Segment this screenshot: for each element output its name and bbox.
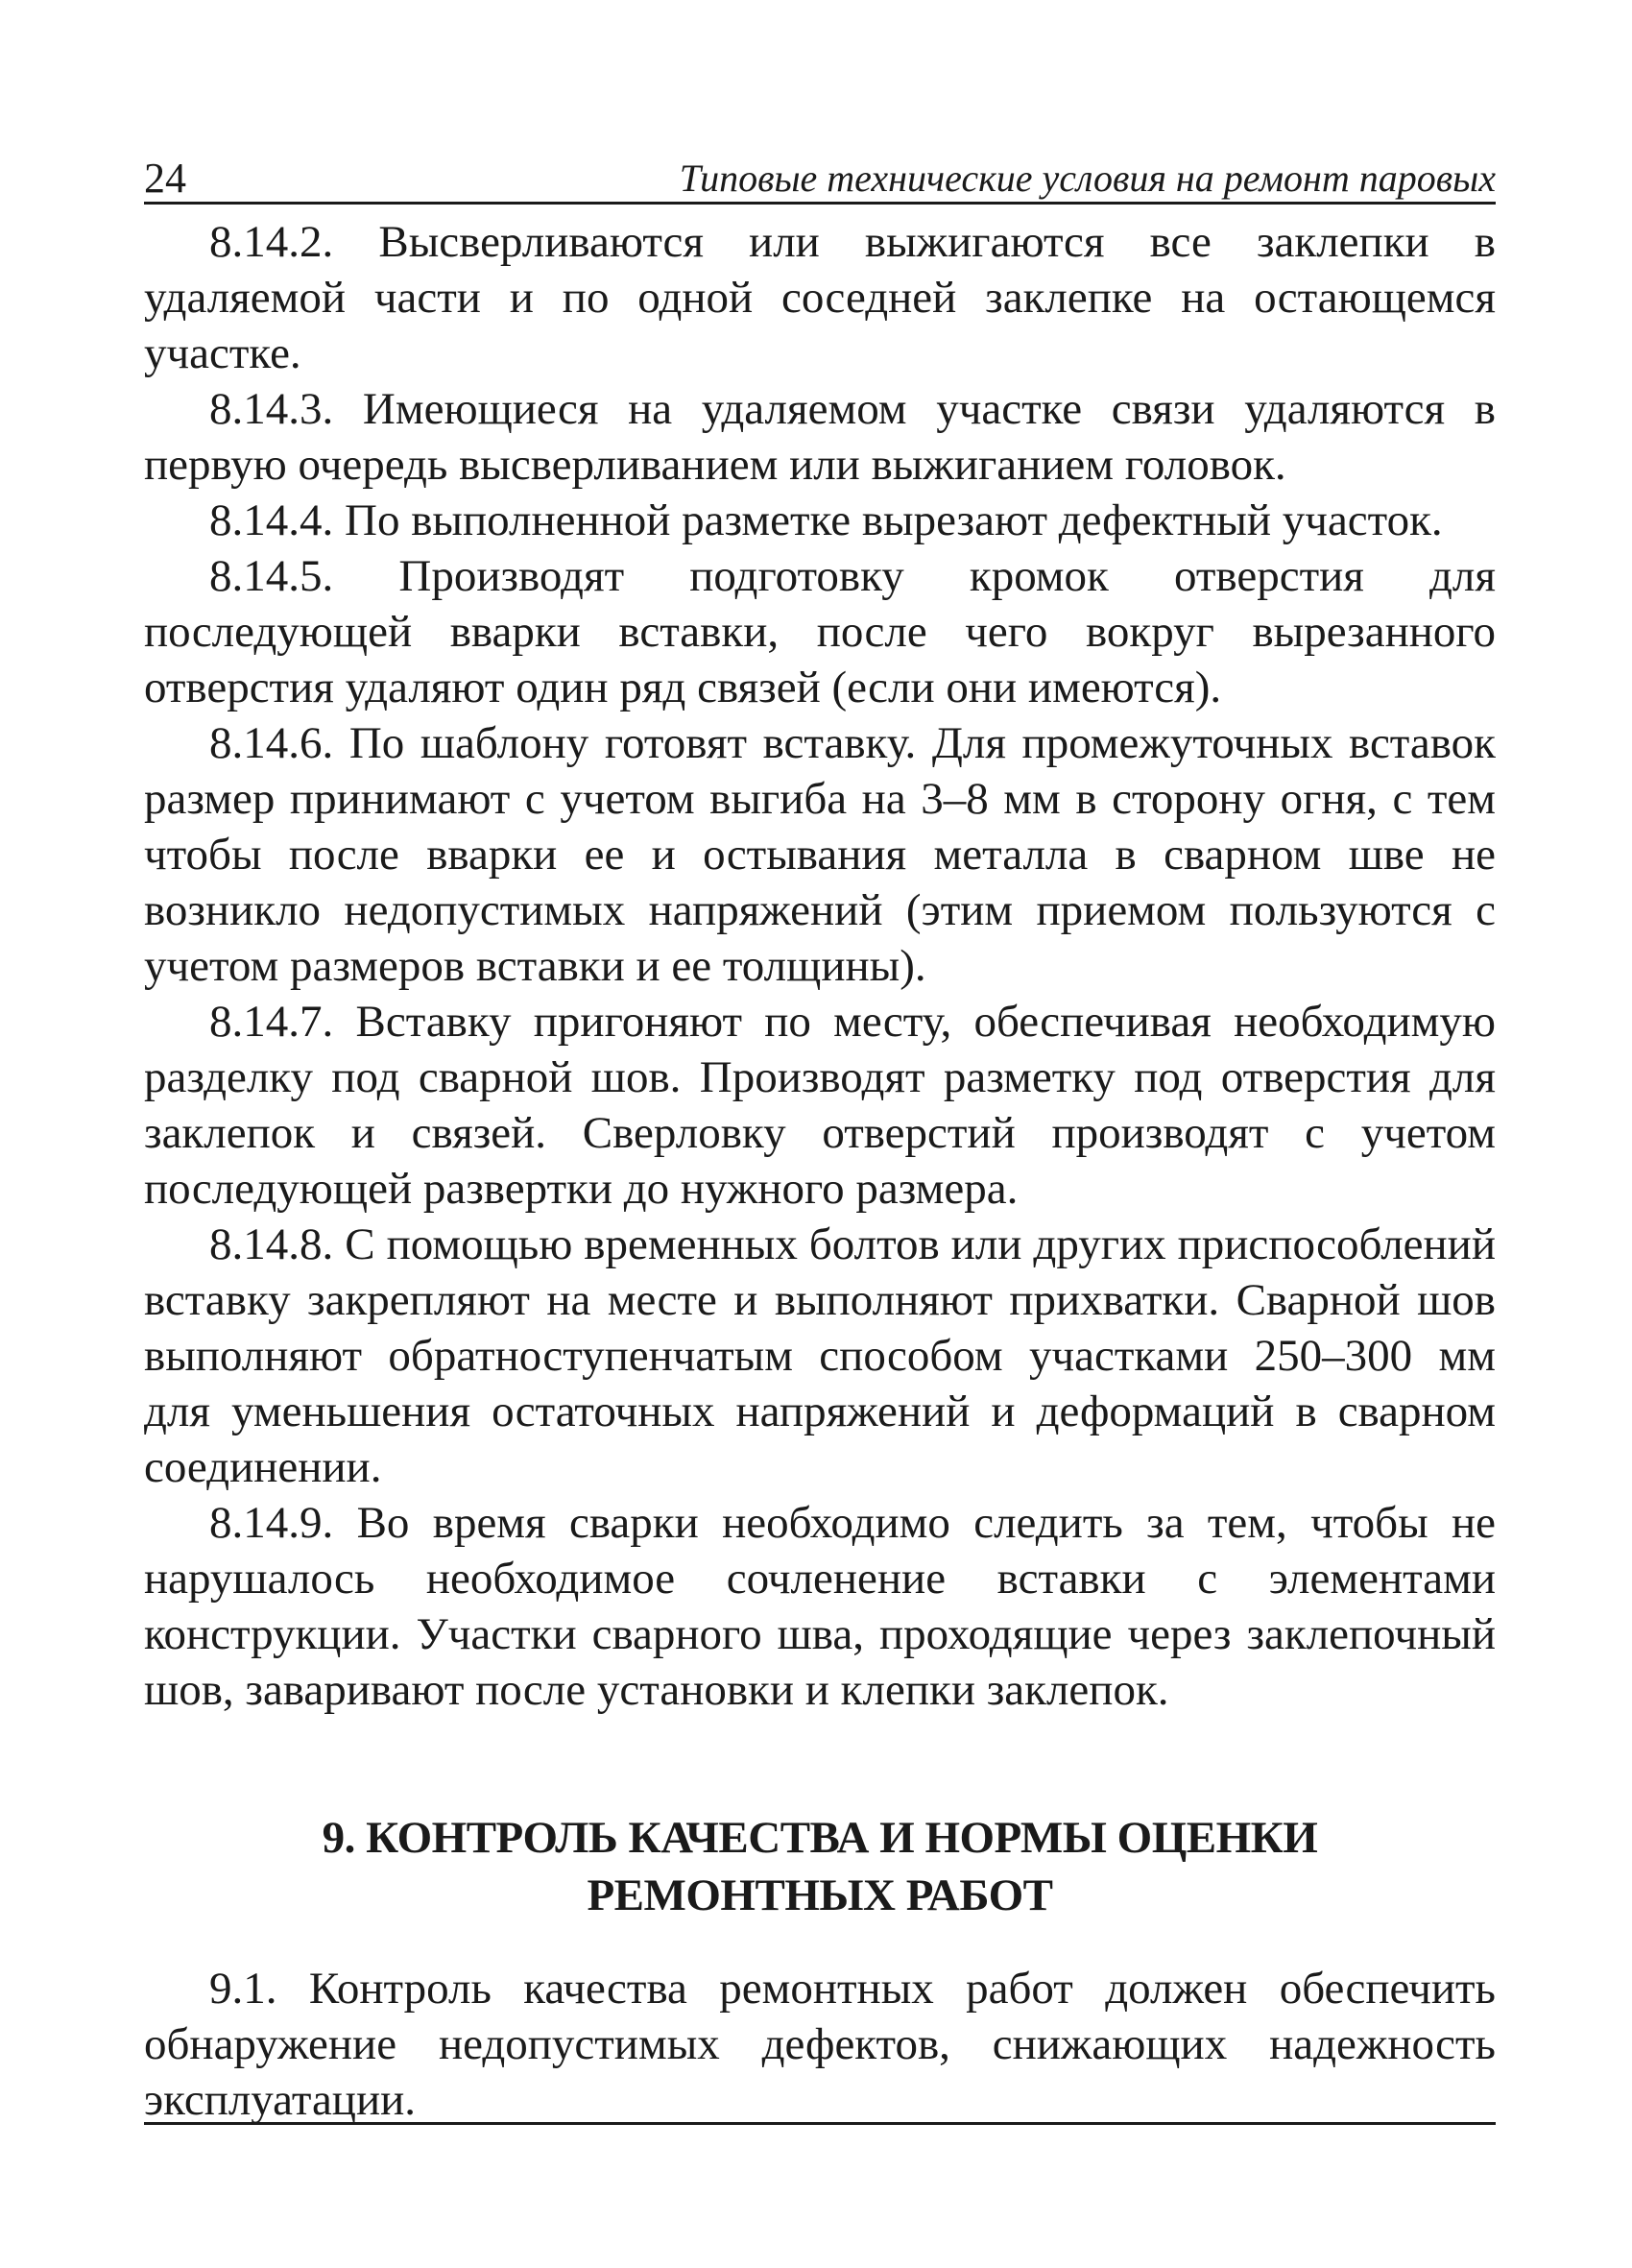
section-heading	[144, 1809, 1496, 1924]
paragraph-9-1: 9.1. Контроль качества ремонтных работ должен обеспечить обнаружение недопустимых дефектов, снижающих надежность эксплуатации.	[144, 1964, 1496, 2125]
running-header	[144, 144, 1496, 205]
paragraph-8-14-2: 8.14.2. Высверливаются или выжигаются все заклепки в удаляемой части и по одной соседней заклепке на остающемся участке.	[144, 217, 1496, 378]
paragraph-8-14-7: 8.14.7. Вставку пригоняют по месту, обеспечивая необходимую разделку под сварной шов. Производят разметку под отверстия для заклепок и связей. Сверловку отверстий производят с учетом последующей развертки до нужного размера.	[144, 997, 1496, 1214]
paragraph-8-14-5: 8.14.5. Производят подготовку кромок отверстия для последующей вварки вставки, после чего вокруг вырезанного отверстия удаляют один ряд связей (если они имеются).	[144, 551, 1496, 712]
paragraph-8-14-9: 8.14.9. Во время сварки необходимо следить за тем, чтобы не нарушалось необходимое сочленение вставки с элементами конструкции. Участки сварного шва, проходящие через заклепочный шов, заваривают после установки и клепки заклепок.	[144, 1498, 1496, 1715]
document-page	[144, 144, 1496, 2128]
paragraph-8-14-6: 8.14.6. По шаблону готовят вставку. Для промежуточных вставок размер принимают с учетом выгиба на 3–8 мм в сторону огня, с тем чтобы после вварки ее и остывания металла в сварном шве не возникло недопустимых напряжений (этим приемом пользуются с учетом размеров вставки и ее толщины).	[144, 718, 1496, 991]
page-number: 24	[144, 155, 186, 202]
section-heading-line-2: РЕМОНТНЫХ РАБОТ	[587, 1870, 1053, 1920]
body-text	[144, 214, 1496, 2128]
paragraph-8-14-8: 8.14.8. С помощью временных болтов или других приспособлений вставку закрепляют на месте и выполняют прихватки. Сварной шов выполняют обратноступенчатым способом участками 250–300 мм для уменьшения остаточных напряжений и деформаций в сварном соединении.	[144, 1219, 1496, 1492]
footer-rule	[144, 2122, 1496, 2125]
section-heading-line-1: 9. КОНТРОЛЬ КАЧЕСТВА И НОРМЫ ОЦЕНКИ	[322, 1813, 1318, 1863]
paragraph-8-14-3: 8.14.3. Имеющиеся на удаляемом участке связи удаляются в первую очередь высверливанием или выжиганием головок.	[144, 384, 1496, 490]
running-title: Типовые технические условия на ремонт паровых	[679, 157, 1496, 200]
paragraph-8-14-4: 8.14.4. По выполненной разметке вырезают дефектный участок.	[209, 495, 1443, 545]
